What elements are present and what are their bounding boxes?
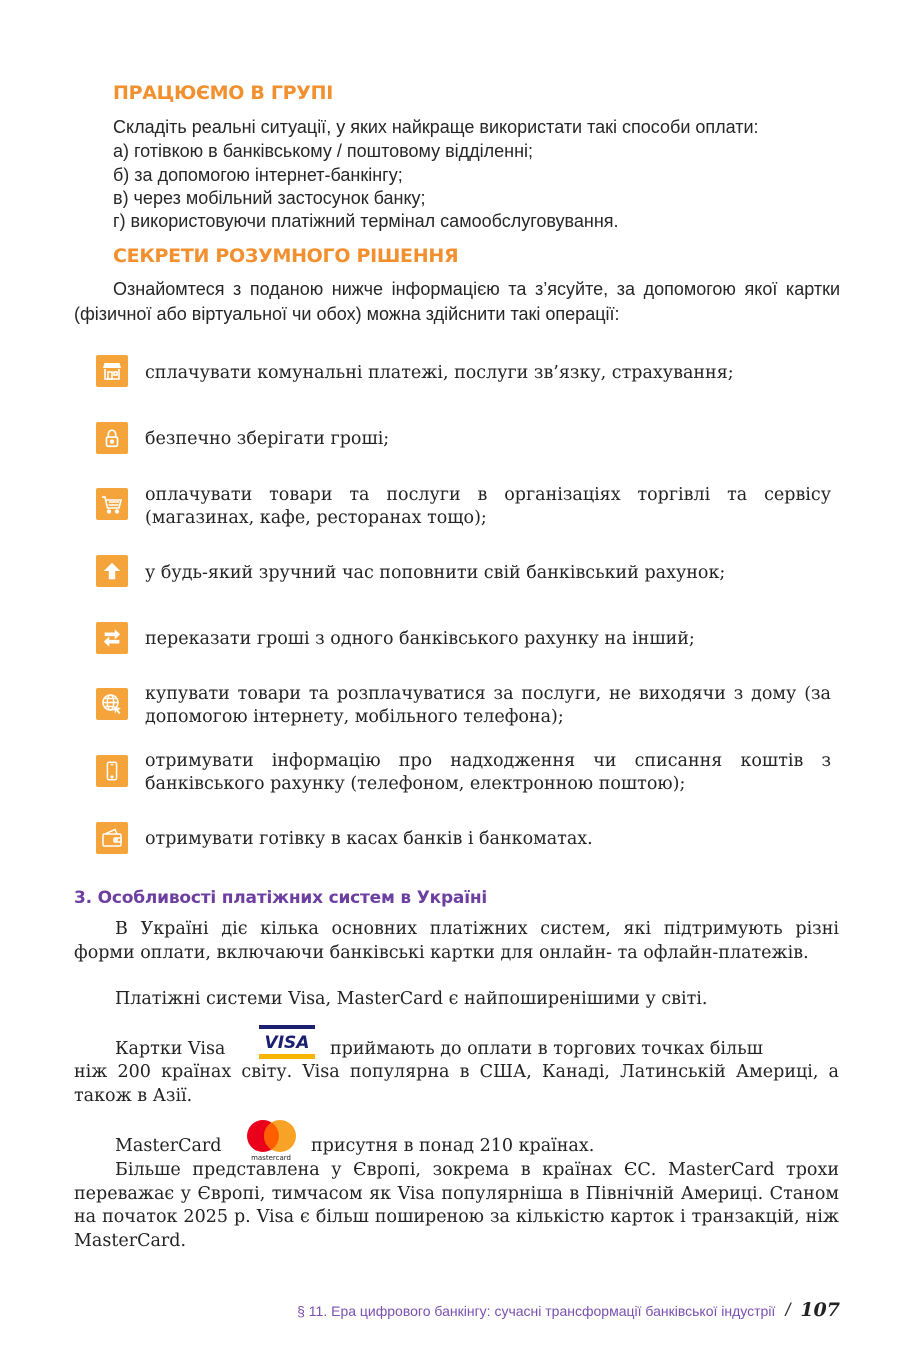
section-heading: 3. Особливості платіжних систем в Україні (74, 888, 487, 908)
operation-item: отримувати готівку в касах банків і банкоматах. (145, 829, 593, 849)
operation-item: купувати товари та розплачуватися за послуги, не виходячи з дому (за допомогою інтернету, мобільного телефона); (145, 684, 831, 727)
mastercard-logo (242, 1118, 300, 1162)
smart-decision-intro: Ознайомтеся з поданою нижче інформацією та з’ясуйте, за допомогою якої картки (фізичної або віртуальної чи обох) можна здійснити такі операції: (74, 279, 840, 324)
group-work-heading: ПРАЦЮЄМО В ГРУПІ (113, 82, 334, 104)
section-paragraph: В Україні діє кілька основних платіжних систем, які підтримують різні форми оплати, включаючи банківські картки для онлайн- та офлайн-платежів. (74, 919, 839, 963)
visa-text-after: приймають до оплати в торгових точках більш (330, 1039, 763, 1059)
mastercard-logo-text: mastercard (251, 1154, 291, 1162)
group-work-option-a: а) готівкою в банківському / поштовому відділенні; (113, 141, 534, 161)
group-work-task: Складіть реальні ситуації, у яких найкраще використати такі способи оплати: (113, 117, 759, 137)
footer-chapter-title: § 11. Ера цифрового банкінгу: сучасні трансформації банківської індустрії (297, 1303, 776, 1319)
operation-item: безпечно зберігати гроші; (145, 429, 390, 449)
group-work-option-d: г) використовуючи платіжний термінал самообслуговування. (113, 211, 619, 231)
operation-item: у будь-який зручний час поповнити свій банківський рахунок; (145, 563, 726, 583)
visa-line-end (330, 1039, 763, 1059)
visa-text-before: Картки Visa (115, 1039, 226, 1059)
page-number: 107 (800, 1299, 840, 1321)
visa-line-start (115, 1039, 225, 1059)
smartphone-icon (96, 755, 128, 787)
globe-cursor-icon (96, 688, 128, 720)
mc-line-start (115, 1136, 221, 1156)
mc-text-after: присутня в понад 210 країнах. (311, 1136, 595, 1156)
smart-decision-heading: СЕКРЕТИ РОЗУМНОГО РІШЕННЯ (113, 245, 459, 267)
section-paragraph: Більше представлена у Європі, зокрема в країнах ЄС. MasterCard трохи переважає у Європі, тимчасом як Visa популярніша в Північній Америці. Станом на початок 2025 р. Visa є більш поширеною за кількістю карток і транзакцій, ніж MasterCard. (74, 1160, 839, 1251)
shopping-cart-icon (96, 488, 128, 520)
group-work-option-b: б) за допомогою інтернет-банкінгу; (113, 165, 403, 185)
mc-text-before: MasterCard (115, 1136, 222, 1156)
operation-item: отримувати інформацію про надходження чи списання коштів з банківського рахунку (телефоном, електронною поштою); (145, 751, 831, 794)
wallet-icon (96, 822, 128, 854)
visa-logo-text: VISA (264, 1033, 310, 1053)
store-icon (96, 355, 128, 387)
group-work-option-c: в) через мобільний застосунок банку; (113, 188, 426, 208)
section-paragraph: Платіжні системи Visa, MasterCard є найпоширенішими у світі. (115, 989, 708, 1009)
visa-logo (259, 1025, 315, 1061)
visa-paragraph: ніж 200 країнах світу. Visa популярна в США, Канаді, Латинській Америці, а також в Азії. (74, 1062, 839, 1106)
transfer-arrows-icon (96, 622, 128, 654)
operation-item: сплачувати комунальні платежі, послуги зв’язку, страхування; (145, 363, 734, 383)
lock-icon (96, 422, 128, 454)
page-footer (297, 1299, 840, 1321)
arrow-up-icon (96, 555, 128, 587)
mc-line-end (311, 1136, 594, 1156)
operation-item: переказати гроші з одного банківського рахунку на інший; (145, 629, 695, 649)
footer-separator: / (785, 1300, 791, 1320)
operation-item: оплачувати товари та послуги в організаціях торгівлі та сервісу (магазинах, кафе, ресторанах тощо); (145, 485, 831, 528)
